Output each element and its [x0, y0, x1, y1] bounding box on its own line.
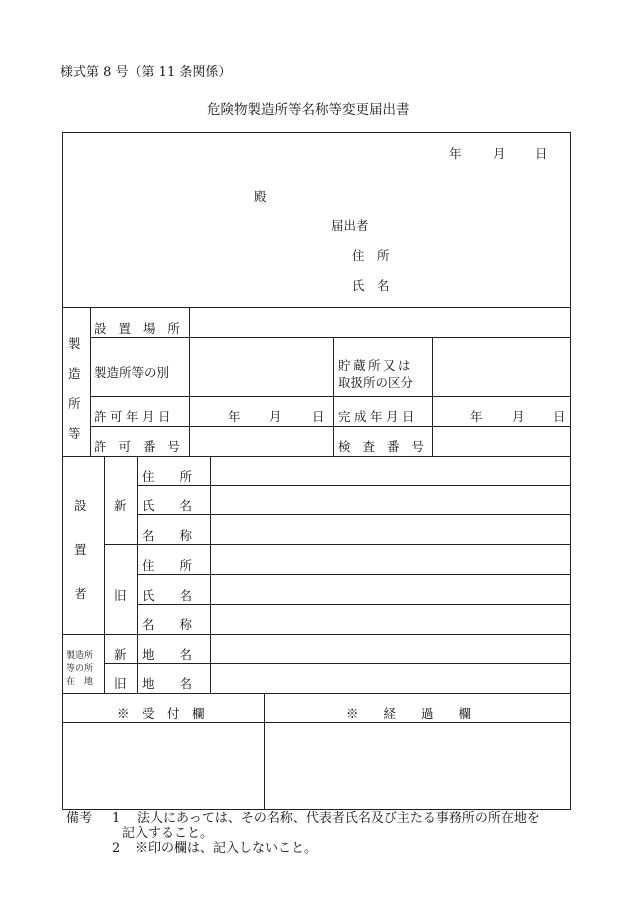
form-number: 様式第 8 号（第 11 条関係）: [60, 65, 232, 80]
addressee-suffix: 殿: [254, 189, 267, 204]
note-2-text: ※印の欄は、記入しないこと。: [135, 841, 318, 856]
progress-label: ※ 経 過 欄: [346, 706, 472, 721]
inspection-number-label: 検 査 番 号: [338, 439, 428, 454]
installer-old-address-label: 住 所: [142, 558, 193, 573]
facility-group-char-4: 等: [68, 426, 81, 441]
installer-old-name-label: 氏 名: [142, 588, 193, 603]
note-1-number: 1: [112, 811, 121, 826]
site-label-line2: 等の所: [66, 664, 94, 674]
reception-label: ※ 受 付 欄: [117, 706, 205, 721]
completion-date-day: 日: [553, 409, 566, 424]
installer-group-char-1: 設: [74, 498, 87, 513]
installer-old-label: 旧: [114, 588, 127, 603]
location-label: 設 置 場 所: [94, 321, 184, 336]
notifier-address-label: 住 所: [352, 248, 390, 263]
site-new-label: 新: [114, 647, 127, 662]
category-label-line2: 取扱所の区分: [338, 375, 414, 390]
date-year-label: 年: [449, 146, 462, 161]
facility-group-char-1: 製: [68, 336, 81, 351]
facility-group-char-3: 所: [68, 396, 81, 411]
site-new-place-label: 地 名: [142, 647, 193, 662]
site-label-line1: 製造所: [66, 651, 94, 661]
completion-date-year: 年: [470, 409, 483, 424]
installer-old-title-label: 名 称: [142, 617, 193, 632]
permit-date-label: 許可年月日: [94, 409, 175, 424]
facility-group-char-2: 造: [68, 366, 81, 381]
date-month-label: 月: [493, 146, 506, 161]
installer-new-title-label: 名 称: [142, 528, 193, 543]
note-1-text: 法人にあっては、その名称、代表者氏名及び主たる事務所の所在地を: [137, 811, 540, 826]
site-label-line3: 在 地: [66, 677, 94, 687]
installer-new-name-label: 氏 名: [142, 498, 193, 513]
category-label-line1: 貯蔵所又は: [338, 358, 414, 373]
installer-group-char-3: 者: [74, 586, 87, 601]
note-2-number: 2: [112, 841, 121, 856]
facility-type-label: 製造所等の別: [94, 365, 170, 380]
notes-label: 備考: [66, 811, 93, 826]
date-day-label: 日: [535, 146, 548, 161]
notifier-name-label: 氏 名: [352, 278, 390, 293]
permit-number-label: 許 可 番 号: [94, 439, 184, 454]
notifier-label: 届出者: [331, 218, 369, 233]
form-title: 危険物製造所等名称等変更届出書: [207, 102, 410, 118]
permit-date-year: 年: [228, 409, 241, 424]
installer-group-char-2: 置: [74, 542, 87, 557]
note-1-text-cont: 記入すること。: [122, 826, 214, 841]
completion-date-label: 完成年月日: [338, 409, 419, 424]
site-old-label: 旧: [114, 676, 127, 691]
installer-new-address-label: 住 所: [142, 469, 193, 484]
completion-date-month: 月: [512, 409, 525, 424]
installer-new-label: 新: [114, 498, 127, 513]
permit-date-month: 月: [269, 409, 282, 424]
site-old-place-label: 地 名: [142, 676, 193, 691]
permit-date-day: 日: [312, 409, 325, 424]
